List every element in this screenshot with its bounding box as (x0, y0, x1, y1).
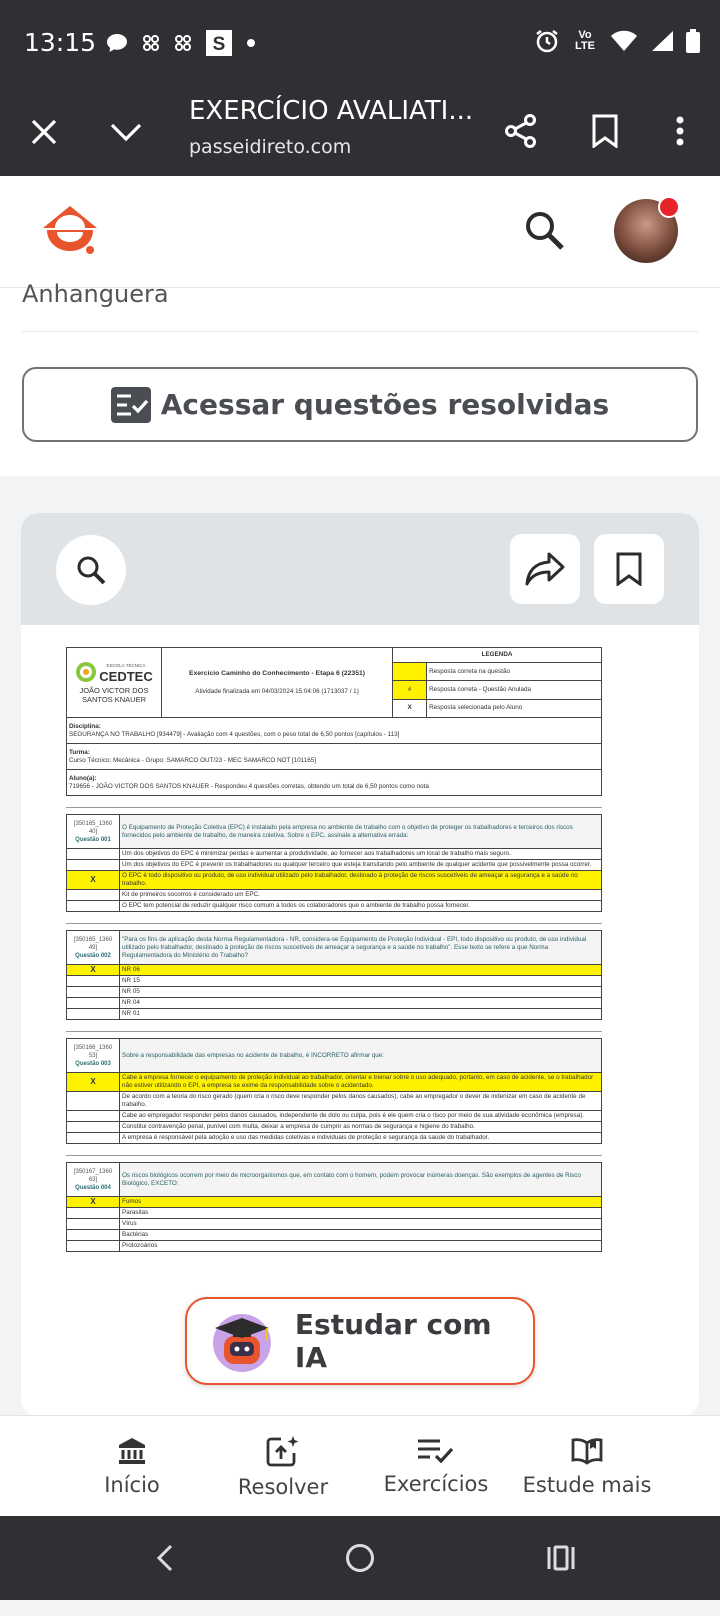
answer-option-text: O EPC é todo dispositivo ou produto, de uso individual utilizado pelo trabalhador, destinado à proteção de riscos suscetíveis de ameaçar a segurança e a saúde no trabalho. (120, 871, 602, 890)
svg-text:S: S (212, 34, 226, 55)
nav-item-inicio[interactable] (57, 1416, 207, 1517)
question-code: [350165_1360 49] (73, 936, 113, 951)
nav-item-exercicios[interactable] (361, 1416, 511, 1517)
nav-label: Início (104, 1472, 160, 1497)
question-id-cell (67, 1039, 120, 1073)
question-row (67, 815, 602, 849)
answer-option-row (67, 1133, 602, 1144)
notification-badge (658, 196, 680, 218)
system-navigation-bar (0, 1516, 720, 1600)
resolved-questions-label: Acessar questões resolvidas (160, 388, 610, 421)
answer-option-row (67, 849, 602, 860)
answer-option-row (67, 871, 602, 890)
answer-option-text: De acordo com a teoria do risco gerado (quem cria o risco deve responder pelos danos causados), cabe ao empregador o dever de indenizar em caso de acidente de trabalho. (120, 1092, 602, 1111)
logo[interactable] (40, 202, 100, 258)
share-icon (504, 114, 538, 148)
legend-text: Resposta correta na questão (427, 663, 602, 681)
bottom-nav (0, 1415, 720, 1516)
wifi-icon (610, 30, 638, 52)
answer-mark (67, 1009, 120, 1020)
class-text: Curso Técnico: Mecânica - Grupo: SAMARCO OUT/23 - MEC SAMARCO NOT [101165] (69, 756, 317, 764)
recents-button[interactable] (536, 1534, 586, 1582)
question-id-cell (67, 815, 120, 849)
status-bar (0, 0, 720, 88)
question-row (67, 1163, 602, 1197)
answer-mark (67, 1208, 120, 1219)
passei-direto-logo-icon (41, 204, 99, 256)
browser-toolbar (0, 88, 720, 176)
nav-label: Resolver (237, 1474, 329, 1499)
answer-option-text: NR 06 (120, 965, 602, 976)
divider (22, 331, 698, 332)
answer-option-text: Vírus (120, 1219, 602, 1230)
question-row (67, 1039, 602, 1073)
answer-option-row (67, 965, 602, 976)
question-table (66, 814, 602, 912)
answer-option-text: Um dos objetivos do EPC é minimizar perdas e aumentar a produtividade, ao fornecer aos trabalhadores um local de trabalho mais seguro. (120, 849, 602, 860)
system-icons (534, 28, 700, 54)
student-short-name: JOÃO VICTOR DOS SANTOS KNAUER (79, 686, 149, 704)
question-id-cell (67, 1163, 120, 1197)
share-button[interactable] (498, 108, 544, 154)
cedtec-logo-icon (75, 661, 97, 683)
more-vert-icon (676, 116, 684, 146)
discipline-label: Disciplina: (69, 722, 101, 730)
back-icon (156, 1544, 174, 1572)
question-table (66, 1038, 602, 1144)
nav-label: Exercícios (383, 1471, 489, 1496)
legend-text: Resposta correta - Questão Anulada (427, 681, 602, 699)
answer-option-row (67, 1111, 602, 1122)
answer-option-text: Bactérias (120, 1230, 602, 1241)
question-text: "Para os fins de aplicação desta Norma Regulamentadora - NR, considera-se Equipamento de Proteção Individual - EPI, todo dispositivo ou produto, de uso individual utilizado pelo trabalhador, destinado à proteção de riscos suscetíveis de ameaçar a segurança e a saúde no trabalho". Esse texto se refere a que Norma Regulamentadora do Ministério do Trabalho? (120, 931, 602, 965)
answer-option-text: Um dos objetivos do EPC é prevenir os trabalhadores ou qualquer terceiro que esteja transitando pelo ambiente de qualquer acidente que possivelmente possa ocorrer. (120, 860, 602, 871)
gallery-icon (142, 34, 160, 52)
chevron-down-icon (110, 122, 142, 142)
answer-option-row (67, 1219, 602, 1230)
page-title: EXERCÍCIO AVALIATI... (189, 96, 474, 126)
nav-item-estude-mais[interactable] (512, 1416, 662, 1517)
nav-label: Estude mais (522, 1472, 652, 1497)
document-page (66, 647, 602, 1252)
home-button[interactable] (335, 1534, 385, 1582)
answer-option-row (67, 1073, 602, 1092)
answer-option-row (67, 1241, 602, 1252)
institution-text: Anhanguera (22, 280, 169, 308)
question-code: [350167_1360 63] (73, 1168, 113, 1183)
answer-mark: X (67, 871, 120, 890)
bookmark-icon (592, 114, 618, 148)
school-logo-cell (67, 648, 162, 718)
answer-mark (67, 860, 120, 871)
checklist-icon (111, 387, 151, 423)
resolved-questions-button[interactable] (22, 367, 698, 442)
answer-option-text: NR 15 (120, 976, 602, 987)
page-url: passeidireto.com (189, 136, 352, 158)
question-code: [350165_1360 40] (73, 820, 113, 835)
answer-option-row (67, 1009, 602, 1020)
study-with-ai-button[interactable] (185, 1297, 535, 1385)
signal-icon (650, 30, 674, 52)
answer-mark (67, 890, 120, 901)
discipline-text: SEGURANÇA NO TRABALHO [934479] - Avaliação com 4 questões, com o peso total de 6,50 pontos [capítulos - 113] (69, 730, 400, 738)
question-label: Questão 001 (75, 836, 111, 843)
battery-icon (686, 29, 700, 53)
answer-option-text: Cabe à empresa fornecer o equipamento de proteção individual ao trabalhador, orientar e treinar sobre o uso adequado, portanto, em caso de acidente, se o trabalhador não estiver utilizando o EPI, a empresa se exime da responsabilidade sobre o acidentado. (120, 1073, 602, 1092)
answer-option-text: Cabe ao empregador responder pelos danos causados, independente de dolo ou culpa, pois é ele quem cria o risco por meio de sua atividade econômica (empresa). (120, 1111, 602, 1122)
question-label: Questão 002 (75, 952, 111, 959)
search-icon (523, 209, 565, 251)
document-viewer (21, 513, 699, 1417)
student-cell (67, 770, 602, 796)
answer-mark: X (67, 1197, 120, 1208)
document-bookmark-button[interactable] (594, 534, 664, 604)
menu-button[interactable] (662, 108, 698, 154)
question-separator (66, 1020, 602, 1032)
expand-button[interactable] (104, 110, 148, 154)
class-cell (67, 744, 602, 770)
question-id-cell (67, 931, 120, 965)
answer-option-text: Protozoários (120, 1241, 602, 1252)
finished-text: Atividade finalizada em 04/03/2024 15:04:06 (1713037 / 1) (195, 687, 359, 695)
recents-icon (546, 1545, 576, 1571)
document-search-button[interactable] (56, 535, 126, 605)
legend-text: Resposta selecionada pelo Aluno (427, 699, 602, 717)
answer-option-row (67, 901, 602, 912)
back-button[interactable] (140, 1534, 190, 1582)
exercise-title: Exercício Caminho do Conhecimento - Etapa 6 (22351) (189, 669, 366, 677)
volte-icon: Vo LTE (575, 29, 595, 52)
legend-symbol (393, 663, 427, 681)
chat-bubble-icon (106, 33, 128, 53)
answer-option-text: Kit de primeiros socorros é considerado um EPC. (120, 890, 602, 901)
answer-mark (67, 987, 120, 998)
legend-symbol: # (393, 681, 427, 699)
document-share-button[interactable] (510, 534, 580, 604)
answer-mark (67, 998, 120, 1009)
answer-mark (67, 1219, 120, 1230)
document-header (66, 647, 602, 796)
bank-icon (117, 1437, 147, 1465)
answer-option-row (67, 890, 602, 901)
discipline-cell (67, 718, 602, 744)
question-text: O Equipamento de Proteção Coletiva (EPC) é instalado pela empresa no ambiente de trabalho com o objetivo de proteger os trabalhadores e terceiros dos riscos fornecidos pelo ambiente de trabalho, de maneira coletiva. Sobre o EPC, assinale a alternativa errada: (120, 815, 602, 849)
checklist-icon (417, 1438, 455, 1464)
answer-mark (67, 1111, 120, 1122)
answer-mark (67, 849, 120, 860)
dot-icon (246, 38, 256, 48)
notification-icons (106, 30, 256, 56)
legend-symbol: X (393, 699, 427, 717)
answer-option-row (67, 998, 602, 1009)
question-code: [350166_1360 53] (73, 1044, 113, 1059)
question-separator (66, 796, 602, 808)
answer-option-row (67, 1122, 602, 1133)
answer-mark: X (67, 965, 120, 976)
study-with-ai-label: Estudar com IA (294, 1308, 492, 1374)
s-app-icon (206, 30, 232, 56)
answer-option-row (67, 1092, 602, 1111)
question-text: Sobre a responsabilidade das empresas no acidente de trabalho, é INCORRETO afirmar que: (120, 1039, 602, 1073)
answer-mark (67, 1092, 120, 1111)
search-button[interactable] (518, 204, 570, 256)
answer-mark (67, 1241, 120, 1252)
question-text: Os riscos biológicos ocorrem por meio de microorganismos que, em contato com o homem, podem provocar inúmeras doenças. São exemplos de agentes de Risco Biológico, EXCETO: (120, 1163, 602, 1197)
answer-mark: X (67, 1073, 120, 1092)
answer-option-row (67, 987, 602, 998)
question-list (66, 796, 602, 1252)
book-icon (571, 1437, 603, 1465)
document-toolbar (21, 513, 699, 625)
answer-mark (67, 1230, 120, 1241)
nav-item-resolver[interactable] (208, 1416, 358, 1517)
home-circle-icon (345, 1543, 375, 1573)
answer-mark (67, 1133, 120, 1144)
bookmark-icon (616, 552, 642, 586)
answer-option-text: NR 04 (120, 998, 602, 1009)
share-arrow-icon (525, 552, 565, 586)
answer-option-text: Parasitas (120, 1208, 602, 1219)
school-badge: ESCOLA TÉCNICA (106, 662, 146, 668)
answer-option-text: O EPC tem potencial de reduzir qualquer risco comum a todos os colaboradores que o ambiente de trabalho possa fornecer. (120, 901, 602, 912)
answer-option-row (67, 1197, 602, 1208)
answer-mark (67, 1122, 120, 1133)
student-label: Aluno(a): (69, 774, 97, 782)
robot-mascot-icon (209, 1308, 275, 1374)
answer-option-row (67, 976, 602, 987)
close-icon (30, 118, 58, 146)
alarm-icon (534, 28, 560, 54)
answer-option-text: Fumos (120, 1197, 602, 1208)
student-text: 719656 - JOÃO VICTOR DOS SANTOS KNAUER - Respondeu 4 questões corretas, obtendo um total de 6,50 pontos como nota (69, 782, 429, 790)
answer-option-text: NR 05 (120, 987, 602, 998)
question-separator (66, 912, 602, 924)
close-button[interactable] (22, 110, 66, 154)
upload-sparkle-icon (265, 1435, 301, 1467)
answer-option-text: NR 01 (120, 1009, 602, 1020)
question-row (67, 931, 602, 965)
question-label: Questão 003 (75, 1060, 111, 1067)
exercise-info-cell (162, 648, 393, 718)
question-table (66, 930, 602, 1020)
legend-title: LEGENDA (393, 648, 602, 663)
class-label: Turma: (69, 748, 90, 756)
bookmark-button[interactable] (582, 108, 628, 154)
answer-option-text: A empresa é responsável pela adoção e uso das medidas coletivas e individuais de proteção e segurança da saúde do trabalhador. (120, 1133, 602, 1144)
answer-option-text: Constitui contravenção penal, punível com multa, deixar a empresa de cumprir as normas de segurança e higiene do trabalho. (120, 1122, 602, 1133)
question-separator (66, 1144, 602, 1156)
school-name: CEDTEC (99, 668, 153, 684)
question-label: Questão 004 (75, 1184, 111, 1191)
answer-option-row (67, 1208, 602, 1219)
answer-option-row (67, 1230, 602, 1241)
answer-mark (67, 901, 120, 912)
site-header (0, 176, 720, 288)
answer-mark (67, 976, 120, 987)
answer-option-row (67, 860, 602, 871)
question-table (66, 1162, 602, 1252)
gallery-icon (174, 34, 192, 52)
status-time: 13:15 (24, 28, 97, 57)
search-icon (75, 554, 107, 586)
